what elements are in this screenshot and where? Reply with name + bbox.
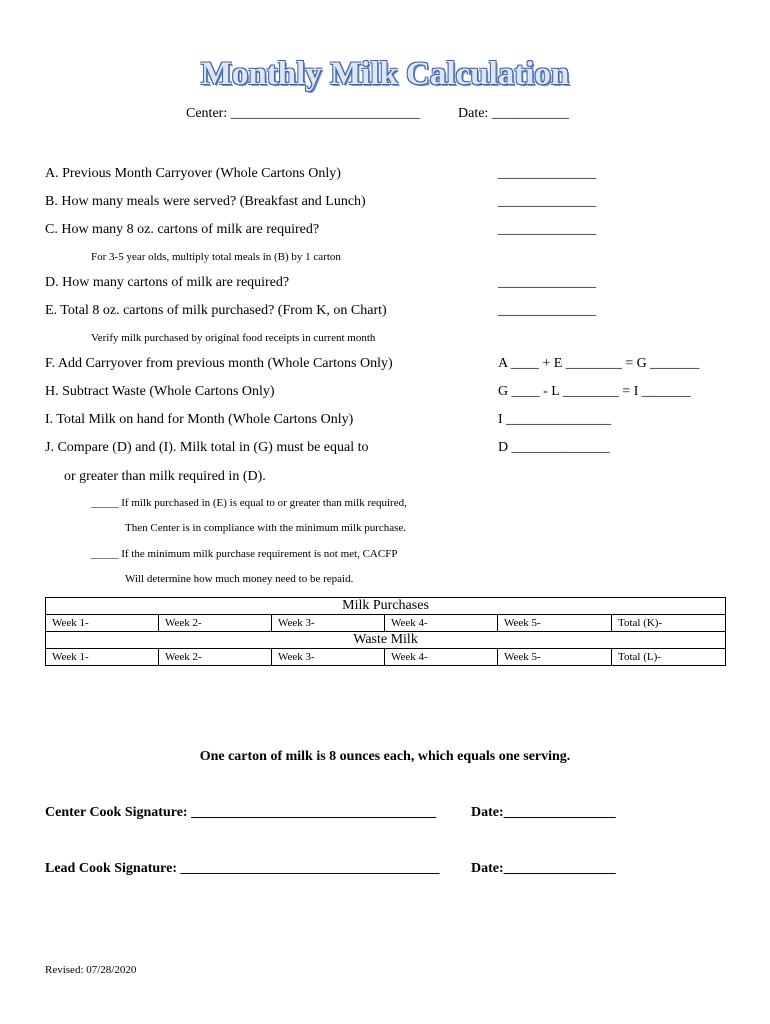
waste-week-5-cell[interactable]: Week 5- <box>498 649 612 666</box>
question-d: D. How many cartons of milk are required? <box>45 275 290 290</box>
question-j-continued: or greater than milk required in (D). <box>64 469 266 484</box>
answer-i-field[interactable]: I _______________ <box>498 412 612 427</box>
answer-h-field[interactable]: G ____ - L ________ = I _______ <box>498 384 691 399</box>
answer-f-field[interactable]: A ____ + E ________ = G _______ <box>498 356 700 371</box>
waste-total-l-cell[interactable]: Total (L)- <box>612 649 726 666</box>
question-a: A. Previous Month Carryover (Whole Cartons Only) <box>45 166 341 181</box>
purchase-total-k-cell[interactable]: Total (K)- <box>612 615 726 632</box>
waste-week-2-cell[interactable]: Week 2- <box>159 649 272 666</box>
revised-date: Revised: 07/28/2020 <box>45 964 137 976</box>
center-cook-signature-field[interactable]: Center Cook Signature: ___________________________________ <box>45 805 437 820</box>
milk-chart <box>45 597 726 666</box>
center-cook-date-field[interactable]: Date:________________ <box>471 805 616 820</box>
waste-week-3-cell[interactable]: Week 3- <box>272 649 385 666</box>
lead-cook-signature-field[interactable]: Lead Cook Signature: _____________________________________ <box>45 861 440 876</box>
question-b: B. How many meals were served? (Breakfast and Lunch) <box>45 194 366 209</box>
answer-e-field[interactable]: ______________ <box>498 303 596 318</box>
date-field[interactable]: Date: ___________ <box>458 106 569 121</box>
page-title: Monthly Milk Calculation <box>200 56 570 92</box>
center-field[interactable]: Center: ___________________________ <box>186 106 420 121</box>
waste-week-4-cell[interactable]: Week 4- <box>385 649 498 666</box>
question-c: C. How many 8 oz. cartons of milk are required? <box>45 222 320 237</box>
waste-milk-title: Waste Milk <box>46 632 726 649</box>
answer-b-field[interactable]: ______________ <box>498 194 596 209</box>
compliance-text: Then Center is in compliance with the minimum milk purchase. <box>125 522 407 534</box>
question-e-note: Verify milk purchased by original food receipts in current month <box>91 332 376 344</box>
question-f: F. Add Carryover from previous month (Whole Cartons Only) <box>45 356 393 371</box>
purchase-week-5-cell[interactable]: Week 5- <box>498 615 612 632</box>
compliance-check-line[interactable]: _____ If milk purchased in (E) is equal to or greater than milk required, <box>91 497 407 509</box>
question-i: I. Total Milk on hand for Month (Whole Cartons Only) <box>45 412 354 427</box>
question-h: H. Subtract Waste (Whole Cartons Only) <box>45 384 275 399</box>
purchase-week-1-cell[interactable]: Week 1- <box>46 615 159 632</box>
purchase-week-2-cell[interactable]: Week 2- <box>159 615 272 632</box>
purchases-row <box>46 615 726 632</box>
purchase-week-4-cell[interactable]: Week 4- <box>385 615 498 632</box>
lead-cook-date-field[interactable]: Date:________________ <box>471 861 616 876</box>
question-j: J. Compare (D) and (I). Milk total in (G) must be equal to <box>45 440 369 455</box>
question-e: E. Total 8 oz. cartons of milk purchased? (From K, on Chart) <box>45 303 387 318</box>
waste-row <box>46 649 726 666</box>
answer-a-field[interactable]: ______________ <box>498 166 596 181</box>
carton-note: One carton of milk is 8 ounces each, which equals one serving. <box>199 749 571 764</box>
milk-purchases-title: Milk Purchases <box>46 598 726 615</box>
waste-week-1-cell[interactable]: Week 1- <box>46 649 159 666</box>
answer-j-field[interactable]: D ______________ <box>498 440 610 455</box>
question-c-note: For 3-5 year olds, multiply total meals in (B) by 1 carton <box>91 251 341 263</box>
answer-c-field[interactable]: ______________ <box>498 222 596 237</box>
purchase-week-3-cell[interactable]: Week 3- <box>272 615 385 632</box>
noncompliance-text: Will determine how much money need to be repaid. <box>125 573 354 585</box>
noncompliance-check-line[interactable]: _____ If the minimum milk purchase requirement is not met, CACFP <box>91 548 398 560</box>
answer-d-field[interactable]: ______________ <box>498 275 596 290</box>
